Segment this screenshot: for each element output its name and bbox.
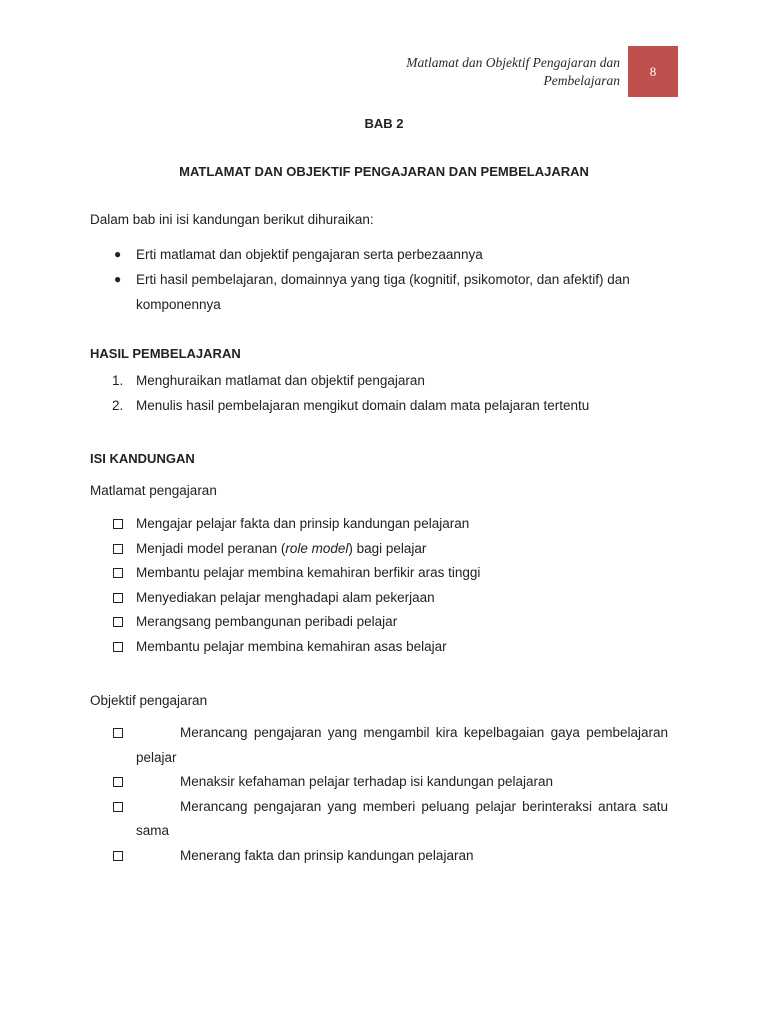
checkbox-icon	[113, 802, 123, 812]
list-item	[90, 368, 670, 393]
bullet-icon: ●	[114, 272, 122, 286]
list-item-text: Mengajar pelajar fakta dan prinsip kandungan pelajaran	[136, 516, 470, 531]
list-item	[113, 635, 673, 660]
list-item-text: Merangsang pembangunan peribadi pelajar	[136, 614, 398, 630]
list-number: 2.	[112, 398, 124, 413]
list-item-text-after: ) bagi pelajar	[348, 540, 427, 556]
list-item-text: Erti hasil pembelajaran, domainnya yang tiga (kognitif, psikomotor, dan afektif) dan komponennya	[136, 272, 630, 312]
running-header-line-2: Pembelajaran	[543, 73, 620, 88]
list-item-text: Menerang fakta dan prinsip kandungan pelajaran	[180, 847, 474, 863]
list-item	[113, 610, 673, 635]
list-item-text: Menghuraikan matlamat dan objektif pengajaran	[136, 373, 425, 388]
checkbox-icon	[113, 777, 123, 787]
list-item	[113, 795, 668, 844]
list-item-text: Membantu pelajar membina kemahiran asas belajar	[136, 638, 447, 654]
list-item-text: Merancang pengajaran yang memberi peluang pelajar berinteraksi antara satu sama	[136, 798, 668, 839]
checkbox-icon	[113, 851, 123, 861]
list-item	[113, 770, 668, 795]
contents-heading: ISI KANDUNGAN	[90, 451, 195, 466]
list-item	[113, 512, 673, 537]
list-item	[113, 537, 673, 562]
checkbox-icon	[113, 519, 123, 529]
list-item	[90, 242, 670, 267]
list-item	[90, 267, 670, 317]
list-item-text: Menulis hasil pembelajaran mengikut domain dalam mata pelajaran tertentu	[136, 398, 590, 413]
objectives-checklist	[113, 721, 668, 869]
list-item	[113, 561, 673, 586]
page-number-badge: 8	[628, 46, 678, 97]
bullet-icon: ●	[114, 247, 122, 261]
chapter-title: MATLAMAT DAN OBJEKTIF PENGAJARAN DAN PEMBELAJARAN	[179, 164, 589, 179]
goals-subheading: Matlamat pengajaran	[90, 483, 217, 498]
learning-outcomes-list	[90, 368, 670, 418]
intro-text: Dalam bab ini isi kandungan berikut dihuraikan:	[90, 212, 374, 227]
list-item	[113, 721, 668, 770]
checkbox-icon	[113, 617, 123, 627]
running-header-title	[300, 54, 620, 90]
list-item-text-before: Menjadi model peranan (	[136, 540, 286, 556]
list-item	[90, 393, 670, 418]
learning-outcomes-heading: HASIL PEMBELAJARAN	[90, 346, 241, 361]
checkbox-icon	[113, 568, 123, 578]
list-item-text: Erti matlamat dan objektif pengajaran serta perbezaannya	[136, 247, 483, 262]
list-item	[113, 844, 668, 869]
list-number: 1.	[112, 373, 124, 388]
running-header-line-1: Matlamat dan Objektif Pengajaran dan	[406, 55, 620, 70]
checkbox-icon	[113, 642, 123, 652]
list-item-text: Menyediakan pelajar menghadapi alam pekerjaan	[136, 589, 435, 605]
list-item-text: Merancang pengajaran yang mengambil kira kepelbagaian gaya pembelajaran pelajar	[136, 725, 668, 765]
list-item-text-italic: role model	[285, 540, 349, 556]
checkbox-icon	[113, 728, 123, 738]
list-item-text: Membantu pelajar membina kemahiran berfikir aras tinggi	[136, 565, 481, 581]
chapter-label: BAB 2	[364, 116, 404, 131]
checkbox-icon	[113, 544, 123, 554]
objectives-subheading: Objektif pengajaran	[90, 693, 208, 708]
list-item	[113, 586, 673, 611]
goals-checklist	[113, 512, 673, 660]
intro-bullet-list	[90, 242, 670, 317]
checkbox-icon	[113, 593, 123, 603]
list-item-text	[136, 541, 426, 556]
list-item-text: Menaksir kefahaman pelajar terhadap isi kandungan pelajaran	[180, 774, 553, 790]
